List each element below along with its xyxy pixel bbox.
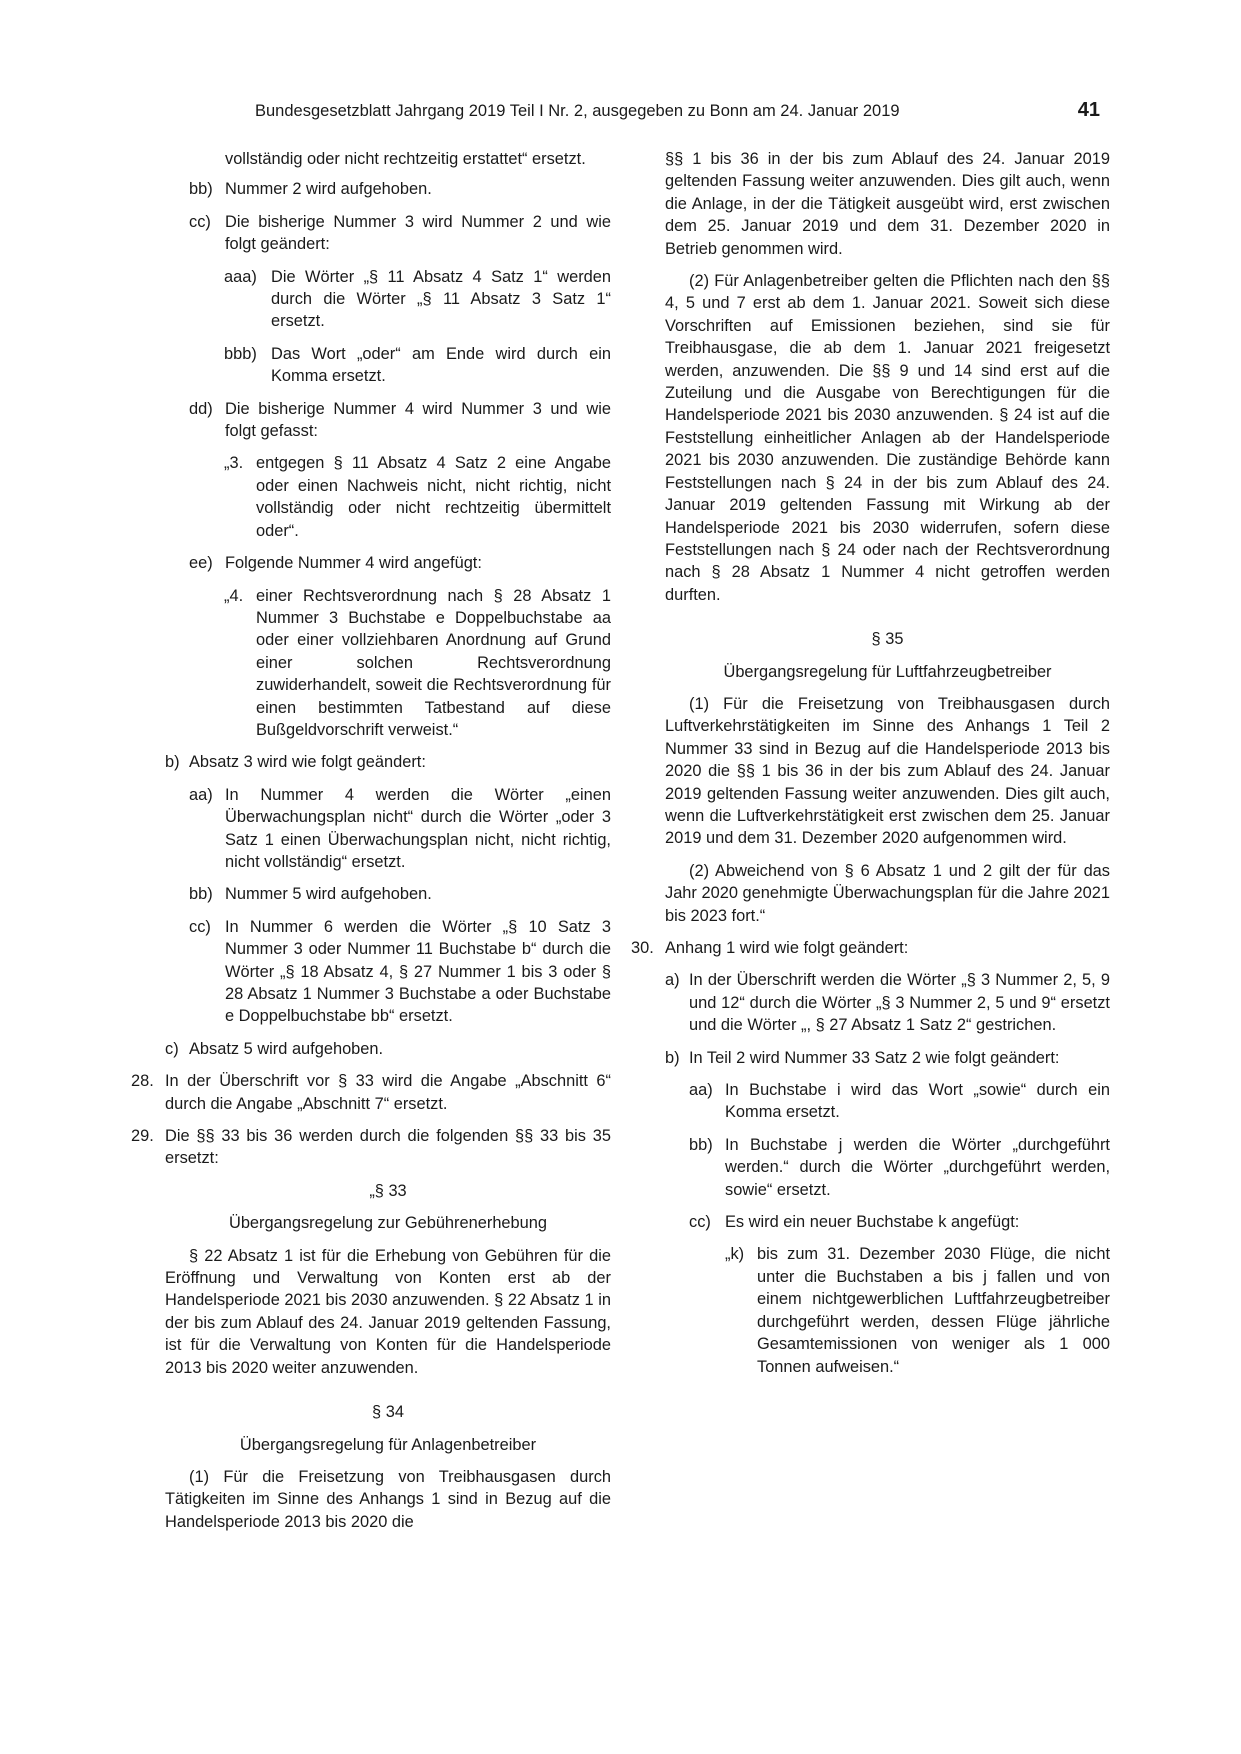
list-item-cc (131, 916, 611, 1028)
list-item-bb (131, 178, 611, 200)
item-label: aa) (689, 1081, 713, 1100)
item-label: aa) (189, 785, 213, 804)
section-text: (2) Für Anlagenbetreiber gelten die Pflichten nach den §§ 4, 5 und 7 erst ab dem 1. Januar 2021. Soweit sich diese Vorschriften auf Emissionen beziehen, sind sie für Treibhausgase, die ab dem 1. Januar 2021 freigesetzt werden, anzuwenden. Die §§ 9 und 14 sind erst auf die Zuteilung und die Ausgabe von Berechtigungen für die Handelsperiode 2021 bis 2030 anzuwenden. § 24 ist auf die Feststellung einheitlicher Anlagen ab der Handelsperiode 2021 bis 2030 anzuwenden. Die zuständige Behörde kann Feststellungen nach § 24 in der bis zum Ablauf des 24. Januar 2019 geltenden Fassung mit Wirkung ab der Handelsperiode 2021 bis 2030 widerrufen, sofern diese Feststellungen nach § 24 oder nach der Rechtsverordnung nach § 28 Absatz 1 Nummer 4 nicht getroffen werden durften. (665, 272, 1110, 604)
page-header (255, 100, 1100, 126)
list-item-aaa (131, 266, 611, 333)
item-label: ee) (189, 554, 213, 573)
left-column (131, 148, 611, 1543)
item-text: In Nummer 6 werden die Wörter „§ 10 Satz 3 Nummer 3 oder Nummer 11 Buchstabe b“ durch die Wörter „§ 18 Absatz 4, § 27 Nummer 1 bis 3 oder § 28 Absatz 1 Nummer 3 Buchstabe a oder Buchstabe e Doppelbuchstabe bb“ ersetzt. (225, 917, 611, 1026)
item-text: Die §§ 33 bis 36 werden durch die folgenden §§ 33 bis 35 ersetzt: (165, 1127, 611, 1168)
list-item-bbb (131, 343, 611, 388)
item-text: In Buchstabe j werden die Wörter „durchgeführt werden.“ durch die Wörter „durchgeführt werden, sowie“ ersetzt. (725, 1135, 1110, 1199)
list-item-aa (631, 1079, 1110, 1124)
section-number: „§ 33 (369, 1181, 407, 1200)
quoted-item-4 (131, 585, 611, 742)
list-item-bb (131, 883, 611, 905)
item-label: dd) (189, 399, 213, 418)
section-text: §§ 1 bis 36 in der bis zum Ablauf des 24. Januar 2019 geltenden Fassung weiter anzuwenden. Dies gilt auch, wenn die Anlage, in der die Tätigkeit ausgeübt wird, erst zwischen dem 25. Januar 2019 und dem 31. Dezember 2020 in Betrieb genommen wird. (665, 150, 1110, 258)
item-text: bis zum 31. Dezember 2030 Flüge, die nicht unter die Buchstaben a bis j fallen und von einem nichtgewerblichen Luftfahrzeugbetreiber durchgeführt werden, dessen Flüge jährliche Gesamtemissionen von weniger als 1 000 Tonnen aufweisen.“ (757, 1245, 1110, 1376)
section-number: § 35 (871, 630, 904, 649)
item-label: bb) (189, 180, 213, 199)
list-item-b (631, 1047, 1110, 1069)
section-title: Übergangsregelung für Luftfahrzeugbetreiber (723, 662, 1052, 681)
item-label: b) (165, 753, 180, 772)
section-text: (1) Für die Freisetzung von Treibhausgasen durch Tätigkeiten im Sinne des Anhangs 1 sind in Bezug auf die Handelsperiode 2013 bis 2020 die (165, 1467, 611, 1531)
item-text: Absatz 5 wird aufgehoben. (189, 1039, 384, 1058)
list-item-28 (131, 1070, 611, 1115)
quoted-item-k (631, 1243, 1110, 1377)
section-title: Übergangsregelung zur Gebührenerhebung (228, 1214, 548, 1233)
item-text: entgegen § 11 Absatz 4 Satz 2 eine Angabe oder einen Nachweis nicht, nicht richtig, nicht vollständig oder nicht rechtzeitig übermittelt oder“. (256, 454, 611, 540)
item-text: In der Überschrift werden die Wörter „§ 3 Nummer 2, 5, 9 und 12“ durch die Wörter „§ 3 Nummer 2, 5 und 9“ ersetzt und die Wörter „, § 27 Absatz 1 Satz 2“ gestrichen. (689, 971, 1110, 1035)
header-title: Bundesgesetzblatt Jahrgang 2019 Teil I Nr. 2, ausgegeben zu Bonn am 24. Januar 2019 (255, 102, 900, 120)
section-number: § 34 (372, 1403, 404, 1422)
item-text: Absatz 3 wird wie folgt geändert: (189, 753, 426, 772)
list-item-cc (631, 1211, 1110, 1233)
list-item-b (131, 751, 611, 773)
item-text: In Nummer 4 werden die Wörter „einen Überwachungsplan nicht“ durch die Wörter „oder 3 Satz 1 einen Überwachungsplan nicht, nicht richtig, nicht vollständig“ ersetzt. (225, 785, 611, 871)
item-label: cc) (189, 212, 211, 231)
item-text: Die bisherige Nummer 4 wird Nummer 3 und wie folgt gefasst: (225, 399, 611, 441)
list-item-cc (131, 211, 611, 256)
item-text: Es wird ein neuer Buchstabe k angefügt: (725, 1213, 1020, 1232)
list-item-dd (131, 398, 611, 443)
page-number: 41 (1077, 99, 1100, 121)
section-title: Übergangsregelung für Anlagenbetreiber (239, 1435, 537, 1454)
item-label: cc) (189, 917, 211, 936)
list-item-aa (131, 784, 611, 874)
list-item-c (131, 1038, 611, 1060)
item-text: Die bisherige Nummer 3 wird Nummer 2 und wie folgt geändert: (225, 212, 611, 254)
item-label: bbb) (224, 344, 257, 363)
item-label: b) (665, 1048, 680, 1067)
item-label: c) (165, 1039, 179, 1058)
item-label: 30. (631, 939, 654, 957)
item-text: In der Überschrift vor § 33 wird die Angabe „Abschnitt 6“ durch die Angabe „Abschnitt 7“ ersetzt. (165, 1072, 611, 1113)
item-text: Folgende Nummer 4 wird angefügt: (225, 554, 482, 573)
item-text: Die Wörter „§ 11 Absatz 4 Satz 1“ werden durch die Wörter „§ 11 Absatz 3 Satz 1“ ersetzt. (271, 267, 611, 331)
item-text: Anhang 1 wird wie folgt geändert: (665, 939, 909, 957)
list-item-30 (631, 937, 1110, 959)
section-text: (1) Für die Freisetzung von Treibhausgasen durch Luftverkehrstätigkeiten im Sinne des Anhangs 1 Teil 2 Nummer 33 sind in Bezug auf die Handelsperiode 2013 bis 2020 die §§ 1 bis 36 in der bis zum Ablauf des 24. Januar 2019 geltenden Fassung weiter anzuwenden. Dies gilt auch, wenn die Luftverkehrstätigkeit erst zwischen dem 25. Januar 2019 und dem 31. Dezember 2020 aufgenommen wird. (665, 694, 1110, 848)
item-text: einer Rechtsverordnung nach § 28 Absatz 1 Nummer 3 Buchstabe e Doppelbuchstabe aa oder einer vollziehbaren Anordnung auf Grund einer solchen Rechtsverordnung zuwiderhandelt, soweit die Rechtsverordnung für einen bestimmten Tatbestand auf diese Bußgeldvorschrift verweist.“ (256, 586, 611, 739)
item-label: aaa) (224, 267, 257, 286)
section-text: (2) Abweichend von § 6 Absatz 1 und 2 gilt der für das Jahr 2020 genehmigte Überwachungsplan für die Jahre 2021 bis 2023 fort.“ (665, 861, 1110, 925)
item-label: bb) (689, 1135, 713, 1154)
item-label: cc) (689, 1213, 711, 1232)
item-label: „3. (224, 454, 244, 473)
list-item-ee (131, 552, 611, 574)
list-item-29 (131, 1125, 611, 1170)
item-label: 28. (131, 1072, 154, 1091)
item-text: Das Wort „oder“ am Ende wird durch ein Komma ersetzt. (271, 344, 611, 386)
section-text: § 22 Absatz 1 ist für die Erhebung von Gebühren für die Eröffnung und Verwaltung von Konten erst ab der Handelsperiode 2021 bis 2030 anzuwenden. § 22 Absatz 1 in der bis zum Ablauf des 24. Januar 2019 geltenden Fassung, ist für die Verwaltung von Konten für die Handelsperiode 2013 bis 2020 weiter anzuwenden. (165, 1246, 611, 1377)
item-text: Nummer 5 wird aufgehoben. (225, 885, 432, 904)
item-label: a) (665, 971, 680, 990)
item-label: bb) (189, 885, 213, 904)
continuation-text: vollständig oder nicht rechtzeitig erstattet“ ersetzt. (225, 150, 586, 168)
item-text: In Buchstabe i wird das Wort „sowie“ durch ein Komma ersetzt. (725, 1081, 1110, 1122)
item-label: 29. (131, 1127, 154, 1146)
item-text: In Teil 2 wird Nummer 33 Satz 2 wie folgt geändert: (689, 1048, 1060, 1067)
right-column (631, 148, 1110, 1388)
inserted-sections (131, 1180, 611, 1533)
item-label: „k) (725, 1245, 745, 1264)
list-item-a (631, 969, 1110, 1036)
list-item-bb (631, 1134, 1110, 1201)
item-label: „4. (224, 586, 244, 605)
continued-sections (631, 148, 1110, 927)
quoted-item-3 (131, 452, 611, 542)
item-text: Nummer 2 wird aufgehoben. (225, 180, 432, 199)
